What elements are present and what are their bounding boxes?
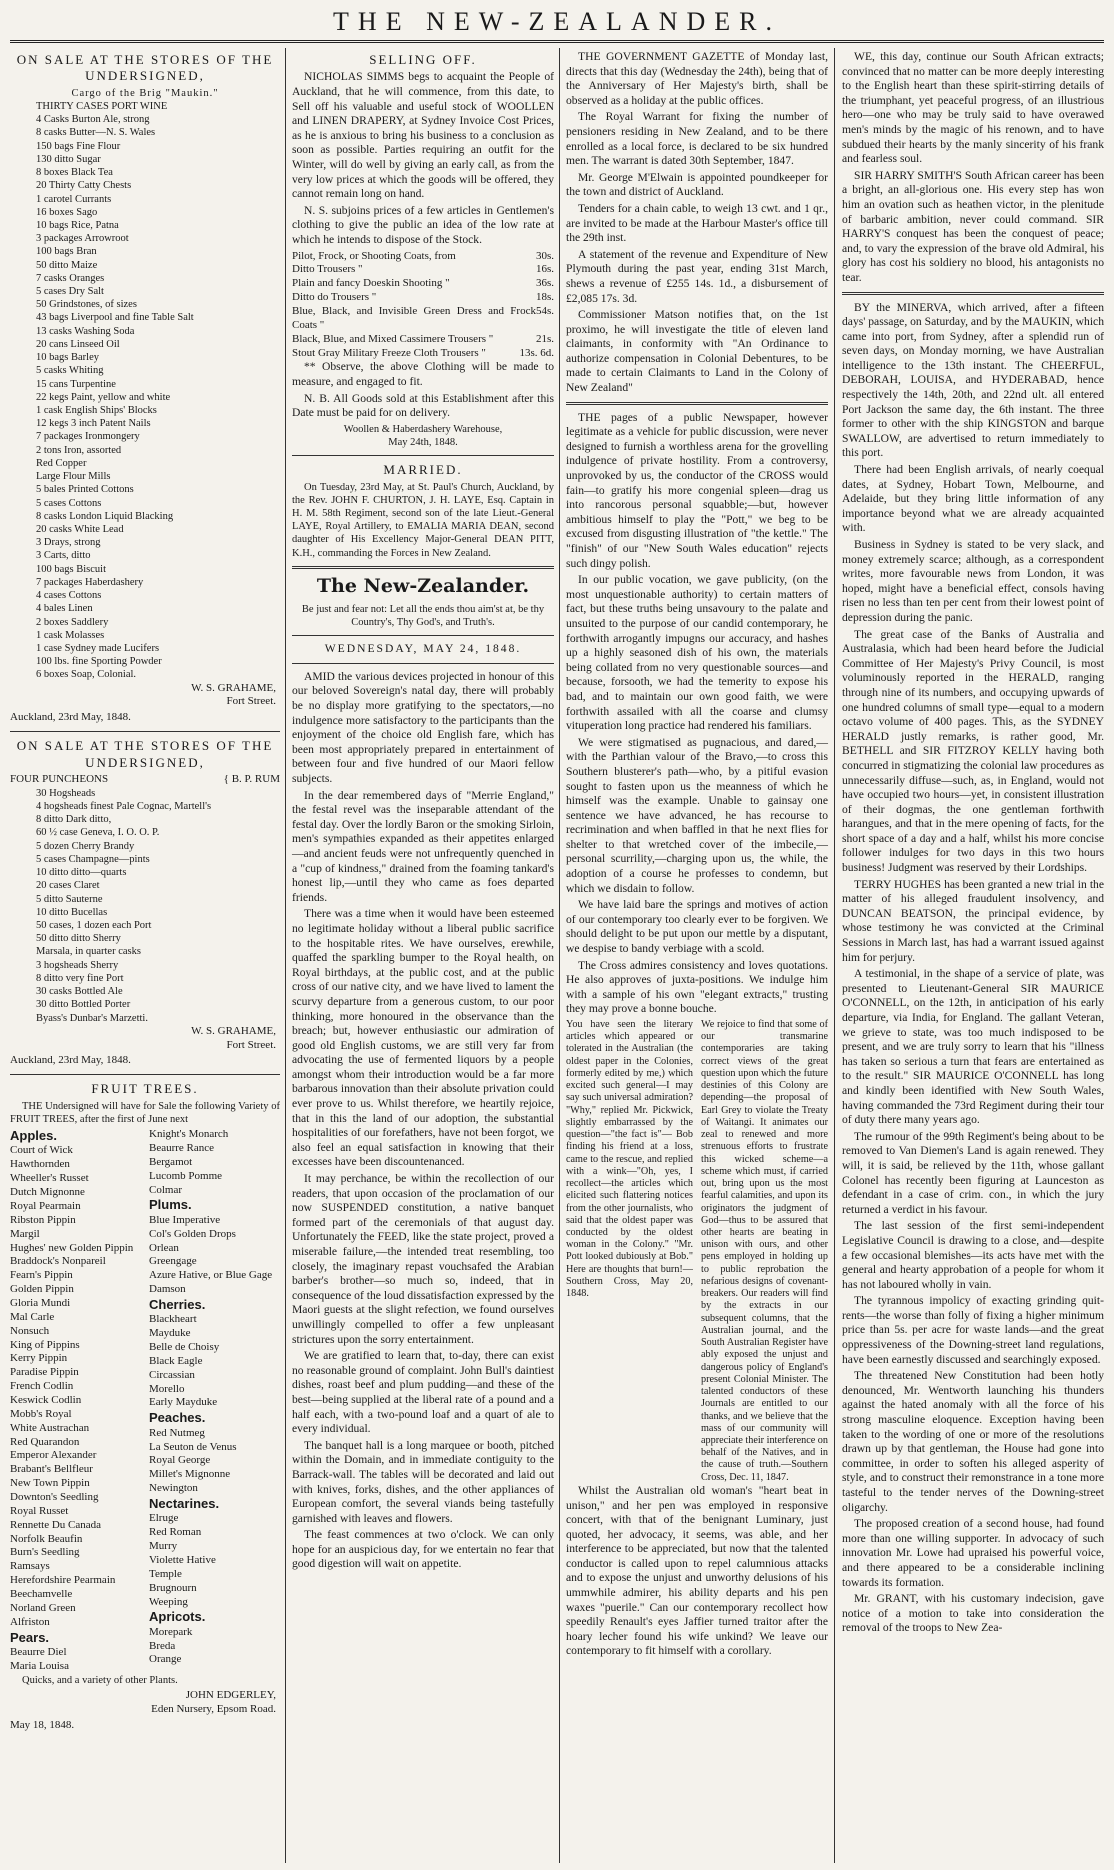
list-item: 20 cases Claret (36, 880, 100, 892)
apple-variety: Fearn's Pippin (10, 1269, 73, 1282)
list-item: 5 cases Dry Salt (36, 286, 104, 298)
list-item: 2 boxes Saddlery (36, 616, 109, 628)
column-2 (288, 50, 558, 1865)
cherry-variety: Early Mayduke (149, 1396, 218, 1409)
column-rule (285, 48, 286, 1863)
paragraph: The tyrannous impolicy of exacting grinding quit-rents—the worse than folly of fixing a higher minimum price than 5s. per acre for waste lands—and the great oppressiveness of the Downing-street land regulations, have been earnestly discussed and searchingly exposed. (842, 1294, 1104, 1366)
paragraph: The threatened New Constitution had been hotly denounced, Mr. Wentworth launching his thunders against the hated anomaly with all the force of his strong masculine eloquence. Exception having been taken to the wording of one or more of the resolutions drawn up by that gentleman, the House had gone into committee, in order to soften his alleged asperity of style, and to construct their remonstrance in a tone more tasteful to the tender nerves of the Downing-street oligarchy. (842, 1369, 1104, 1514)
apple-variety: Red Quarandon (10, 1435, 80, 1448)
price-list (292, 250, 554, 361)
list-item: Marsala, in quarter casks (36, 946, 141, 958)
price-value: 13s. 6d. (519, 346, 554, 359)
price-row (292, 277, 554, 291)
price-row (292, 263, 554, 277)
apple-variety: Emperor Alexander (10, 1449, 97, 1462)
paragraph: Business in Sydney is stated to be very slack, and money extremely scarce; although, as a correspondent writes, more favourable news from London, it was hoped, might have a beneficial effect, consols having risen no less than ten per cent from their lowest point of depression during the panic. (842, 538, 1104, 624)
column-1 (6, 50, 284, 1865)
nectarine-variety: Murry (149, 1540, 178, 1553)
column-rule (834, 48, 835, 1863)
list-item: 20 casks White Lead (36, 523, 124, 535)
list-item: 12 kegs 3 inch Patent Nails (36, 418, 151, 430)
plums-list (149, 1214, 280, 1297)
column-rule (559, 48, 560, 1863)
apple-variety: Keswick Codlin (10, 1393, 82, 1406)
list-item: 1 cask Molasses (36, 629, 105, 641)
list-item: 6 boxes Soap, Colonial. (36, 669, 137, 681)
list-item: 15 cans Turpentine (36, 378, 116, 390)
apple-variety: Gloria Mundi (10, 1296, 71, 1309)
price-item: Plain and fancy Doeskin Shooting " (292, 277, 450, 290)
list-item: 50 ditto ditto Sherry (36, 933, 121, 945)
ad1-signature: W. S. GRAHAME, (191, 681, 276, 694)
pear-variety: Lucomb Pomme (149, 1169, 223, 1182)
nectarines-heading: Nectarines. (149, 1496, 220, 1511)
apricot-variety: Orange (149, 1653, 182, 1666)
list-item: 4 Casks Burton Ale, strong (36, 114, 150, 126)
sell-signature: Woollen & Haberdashery Warehouse, (343, 423, 503, 435)
cherry-variety: Black Eagle (149, 1354, 203, 1367)
price-row (292, 347, 554, 361)
ad3-signature: JOHN EDGERLEY, (185, 1688, 276, 1701)
ad1-address: Fort Street. (226, 695, 276, 708)
price-item: Pilot, Frock, or Shooting Coats, from (292, 249, 456, 262)
list-item: 3 Drays, strong (36, 537, 101, 549)
list-item: 13 casks Washing Soda (36, 325, 135, 337)
sell-date: May 24th, 1848. (388, 436, 458, 448)
apple-variety: Golden Pippin (10, 1283, 74, 1296)
apple-variety: French Codlin (10, 1380, 74, 1393)
list-item: 100 lbs. fine Sporting Powder (36, 656, 162, 668)
cherries-heading: Cherries. (149, 1296, 206, 1312)
masthead (0, 0, 1114, 44)
peaches-heading: Peaches. (149, 1410, 206, 1426)
peaches-list (149, 1427, 280, 1496)
ad3-date: May 18, 1848. (10, 1718, 75, 1731)
paragraph: THE pages of a public Newspaper, however legitimate as a vehicle for public discussion, were never designed to furnish a worthless arena for the grovelling indulgence of private hostility. From a controversy, unprovoked by us, the conductor of the CROSS would fain—to gratify his more congenial spleen—drag us into rancorous personal squabble;—but, however ambitious himself to play the "Pott," we beg to be excused from disgusting illustration of "the kettle." The "finish" of our "New South Wales education" rejects such dingy polish. (566, 410, 828, 570)
cherry-variety: Mayduke (149, 1327, 191, 1340)
apples-heading: Apples. (10, 1128, 57, 1144)
plums-heading: Plums. (149, 1197, 192, 1213)
plum-variety: Damson (149, 1283, 186, 1296)
paragraph: We are gratified to learn that, to-day, there can exist no reasonable ground of complaint. John Bull's daintiest dishes, roast beef and plum pudding—and these of the best—being supplied at the liberal rate of a pound and a half each, with a two-pound loaf and a quart of ale to every individual. (292, 1349, 554, 1436)
apple-variety: Mal Carle (10, 1310, 55, 1323)
paragraph: WE, this day, continue our South African extracts; convinced that no matter can be more deeply interesting to the English heart than these spirit-stirring details of the triumphant, yet peaceful progress, of an illustrious hero—one who may be truly said to have overawed men's minds by the magic of his renown, and to have subdued their hearts by the manly sincerity of his frank and fearless soul. (842, 50, 1104, 166)
list-item: 10 ditto Bucellas (36, 906, 108, 918)
cherry-variety: Blackheart (149, 1313, 197, 1326)
divider (292, 455, 554, 456)
news-notes (566, 50, 828, 396)
paragraph: SIR HARRY SMITH'S South African career has been a bright, an all-glorious one. His every step has won him an ovation such as heathen victor, in the plenitude of barbaric ambition, never could command. SIR HARRY'S conquest has been the conquest of peace; and, to vary the expression of the brave old Admiral, his glory has cost his soldiery no blood, his antagonists no tear. (842, 168, 1104, 284)
pear-variety: Beaurre Diel (10, 1645, 67, 1658)
peach-variety: La Seuton de Venus (149, 1440, 237, 1453)
apple-variety: Mobb's Royal (10, 1407, 72, 1420)
peach-variety: Newington (149, 1482, 198, 1495)
ad1-items (10, 100, 280, 682)
paragraph: There had been English arrivals, of nearly coequal dates, at Sydney, Hobart Town, Melbourne, and Adelaide, but they bring little information of any importance beyond what we are already acquainted with. (842, 463, 1104, 535)
nectarine-variety: Violette Hative (149, 1553, 216, 1566)
list-item: 30 Hogsheads (36, 787, 96, 799)
ad2-date: Auckland, 23rd May, 1848. (10, 1054, 131, 1067)
apple-variety: White Austrachan (10, 1421, 90, 1434)
apple-variety: Norfolk Beaufin (10, 1532, 83, 1545)
masthead-title: THE NEW-ZEALANDER. (333, 7, 781, 36)
fruit-col-left (10, 1128, 141, 1674)
apricots-list (149, 1626, 280, 1668)
nectarine-variety: Temple (149, 1567, 182, 1580)
paragraph: The Royal Warrant for fixing the number of pensioners residing in New Zealand, and to be there enrolled as a local force, is declared to be six hundred men. The warrant is dated 30th September, 1847. (566, 110, 828, 168)
list-item: 130 ditto Sugar (36, 153, 101, 165)
list-item: 50 ditto Maize (36, 259, 98, 271)
list-item: Byass's Dunbar's Marzetti. (36, 1012, 148, 1024)
list-item: 4 bales Linen (36, 603, 93, 615)
list-item: THIRTY CASES PORT WINE (36, 100, 168, 112)
list-item: 7 packages Ironmongery (36, 431, 140, 443)
divider (842, 292, 1104, 295)
pear-variety: Maria Louisa (10, 1659, 69, 1672)
married-text: On Tuesday, 23rd May, at St. Paul's Church, Auckland, by the Rev. JOHN F. CHURTON, J. H. LAYE, Esq. Captain in H. M. 58th Regiment, second son of the late Lieut.-General LAYE, Royal Artillery, to EMALIA MARIA DEAN, second daughter of His Excellency Major-General DEAN PITT, K.H., commanding the Forces in New Zealand. (292, 481, 554, 559)
peach-variety: Royal George (149, 1454, 211, 1467)
list-item: 100 bags Biscuit (36, 563, 106, 575)
sell-para: N. B. All Goods sold at this Establishment after this Date must be paid for on delivery. (292, 391, 554, 420)
paragraph: The rumour of the 99th Regiment's being about to be removed to Van Diemen's Land is again renewed. They will, it is said, be relieved by the 11th, whose gallant Colonel has recently been figuring at Launceston as defendant in a case of crim. con., in which the jury returned a verdict in his favour. (842, 1129, 1104, 1216)
quotation-left: You have seen the literary articles which appeared or tolerated in the Australian (the oldest paper in the Colonies, formerly edited by me,) which excited such general—I may say such universal admiration? "Why," replied Mr. Pickwick, slightly embarrassed by the question—"the fact is"— Bob finding his friend at a loss, came to the rescue, and replied with a wink—"Oh, yes, I recollect—the articles which elicited such flattering notices from the other journalists, who said that the oldest paper was conducted by the oldest woman in the Colony." "Mr. Pott looked dubiously at Bob." Here are thoughts that burn!—Southern Cross, May 20, 1848. (566, 1019, 693, 1300)
divider (292, 566, 554, 569)
apple-variety: Brabant's Bellfleur (10, 1463, 93, 1476)
paragraph: THE GOVERNMENT GAZETTE of Monday last, directs that this day (Wednesday the 24th), being that of the Anniversary of Her Majesty's birth, shall be observed as a holiday at the public offices. (566, 50, 828, 107)
list-item: 50 Grindstones, of sizes (36, 299, 137, 311)
ad1-heading: ON SALE AT THE STORES OF THE UNDERSIGNED, (16, 52, 274, 84)
peach-variety: Red Nutmeg (149, 1426, 205, 1439)
paragraph: We were stigmatised as pugnacious, and dared,—with the Parthian valour of the Bravo,—to cross this Southern blusterer's path—who, by a pitiful evasion sought to fasten upon us the meanness of which he himself was the example. Unable to gainsay one sentence we have advanced, he has recourse to recrimination and when baffled in that he next flies for shelter to that wretched cover of the imbecile,—personal scurrility,—charging upon us, the while, the adoption of a course he professes to condemn, but which we disdain to follow. (566, 735, 828, 895)
apple-variety: Rennette Du Canada (10, 1518, 102, 1531)
plum-variety: Greengage (149, 1255, 197, 1268)
list-item: 16 boxes Sago (36, 206, 98, 218)
price-item: Ditto do Trousers " (292, 291, 377, 304)
ad2-lead-brand: { B. P. RUM (223, 772, 280, 785)
section-masthead: The New-Zealander. (316, 574, 530, 597)
list-item: 8 ditto Dark ditto, (36, 814, 112, 826)
list-item: 50 cases, 1 dozen each Port (36, 919, 152, 931)
nectarine-variety: Weeping (149, 1595, 188, 1608)
list-item: 5 cases Champagne—pints (36, 853, 150, 865)
divider (10, 1074, 280, 1075)
apricot-variety: Breda (149, 1639, 176, 1652)
list-item: 7 casks Oranges (36, 272, 105, 284)
price-row (292, 333, 554, 347)
pears-list (10, 1646, 141, 1674)
pear-variety: Colmar (149, 1183, 182, 1196)
paragraph: The last session of the first semi-independent Legislative Council is drawing to a close, and—despite a few occasional blemishes—its acts have met with the general and hearty approbation of a people for whom it has not laboured wholly in vain. (842, 1219, 1104, 1291)
list-item: 8 casks London Liquid Blacking (36, 510, 174, 522)
plum-variety: Col's Golden Drops (149, 1227, 236, 1240)
fruit-col-right (149, 1128, 280, 1674)
paragraph: A testimonial, in the shape of a service of plate, was presented to Lieutenant-General SIR MAURICE O'CONNELL, on the 12th, in anticipation of his early departure, via India, for England. The gallant Veteran, we grieve to state, was too much indisposed to be present, and we are truly sorry to learn that his "illness has taken so serious a turn that fears are entertained as to the result." SIR MAURICE O'CONNELL has long and kindly been identified with New South Wales, having commanded the 73rd Regiment during their tour of duty there many years ago. (842, 967, 1104, 1127)
married-heading: MARRIED. (383, 462, 463, 478)
ad2-lead-text: FOUR PUNCHEONS (10, 772, 109, 785)
ad2-heading: ON SALE AT THE STORES OF THE UNDERSIGNED, (16, 738, 274, 770)
price-item: Black, Blue, and Mixed Cassimere Trousers " (292, 332, 494, 345)
divider (566, 402, 828, 405)
paragraph: Commissioner Matson notifies that, on the 1st proximo, he will investigate the title of eleven land claimants, in conformity with "An Ordinance to authorize compensation in Colonial Debentures, to be made to certain Claimants to Land in the Colony of New Zealand" (566, 308, 828, 395)
list-item: 10 ditto ditto—quarts (36, 867, 127, 879)
nectarine-variety: Red Roman (149, 1526, 202, 1539)
pear-variety: Knight's Monarch (149, 1128, 229, 1141)
list-item: 3 hogsheads Sherry (36, 959, 119, 971)
ad2-address: Fort Street. (226, 1038, 276, 1051)
apple-variety: Burn's Seedling (10, 1546, 80, 1559)
dateline: WEDNESDAY, MAY 24, 1848. (324, 642, 522, 656)
price-row (292, 305, 554, 333)
paragraph: The feast commences at two o'clock. We can only hope for an auspicious day, for we entertain no fear that good digestion will wait on appetite. (292, 1528, 554, 1571)
list-item: Red Copper (36, 457, 87, 469)
apple-variety: Wheeller's Russet (10, 1172, 89, 1185)
ad3-address: Eden Nursery, Epsom Road. (151, 1702, 276, 1715)
divider (292, 663, 554, 664)
price-value: 21s. (535, 332, 554, 345)
price-value: 36s. (535, 277, 554, 290)
apricot-variety: Morepark (149, 1625, 193, 1638)
list-item: 60 ½ case Geneva, I. O. O. P. (36, 827, 160, 839)
divider (292, 635, 554, 636)
apple-variety: Hughes' new Golden Pippin (10, 1241, 134, 1254)
apple-variety: Paradise Pippin (10, 1366, 79, 1379)
price-item: Stout Gray Military Freeze Cloth Trousers " (292, 346, 486, 359)
list-item: Large Flour Mills (36, 471, 111, 483)
paragraph: In the dear remembered days of "Merrie England," the festal revel was the inseparable attendant of the festal day. Over the lordly Baron or the smoking Sirloin, men's sympathies expanded as their appetites enlarged—and ancient feuds were not unfrequently quenched in a "cup of kindness," drained from the foaming tankard's honest lip,—until they who came as foes departed friends. (292, 788, 554, 904)
list-item: 1 case Sydney made Lucifers (36, 642, 160, 654)
paragraph: The Cross admires consistency and loves quotations. He also approves of juxta-positions. We indulge him with a sample of his own "elegant extracts," trusting they may prove a bonne bouche. (566, 958, 828, 1016)
cherry-variety: Belle de Choisy (149, 1341, 220, 1354)
paragraph: It may perchance, be within the recollection of our readers, that upon occasion of the proclamation of our now SUSPENDED constitution, a native banquet formed part of the ceremonials of that august day. Unfortunately the FEED, like the state project, proved a miserable failure,—the intended treat resembling, too closely, the imaginary repast vouchsafed the Arabian barber's brother—so much so, indeed, that in consequence of the loud dissatisfaction expressed by the Maori guests at the slight refection, we found ourselves unwillingly compelled to offer a few unpleasant strictures upon the sorry entertainment. (292, 1172, 554, 1346)
price-item: Ditto Trousers " (292, 263, 363, 276)
ad2-items (10, 787, 280, 1025)
price-value: 30s. (535, 249, 554, 262)
list-item: 4 cases Cottons (36, 590, 102, 602)
paragraph: Mr. George M'Elwain is appointed poundkeeper for the town and district of Auckland. (566, 170, 828, 199)
paragraph: Whilst the Australian old woman's "heart beat in unison," and her pen was employed in responsive concert, with that of the benignant Luminary, just quoted, her advocacy, it seems, was able, and her interference to be appreciated, but now that the talented conductor is called upon to repel calumnious attacks and to expose the unjust and unworthy delusions of his ummwhile admirer, his ability departs and his pen waxes "puerile." Can our contemporary recollect how speedily Renault's eyes Jaffier turned traitor after the hoary lecher found his wife unkind? We leave our contemporary to fit himself with a corollary. (566, 1483, 828, 1658)
list-item: 10 bags Rice, Patna (36, 219, 119, 231)
list-item: 20 cans Linseed Oil (36, 338, 120, 350)
cherry-variety: Morello (149, 1382, 185, 1395)
ad3-heading: FRUIT TREES. (91, 1081, 199, 1097)
paragraph: AMID the various devices projected in honour of this our beloved Sovereign's natal day, there will probably be no display more gratifying to the spectators,—no indulgence more satisfactory to the participants than the enjoyment of the choice old English fare, which has been most appropriately prepared in entertainment of between four and five hundred of our Maori fellow subjects. (292, 669, 554, 785)
editorial (292, 670, 554, 1572)
quotation-right: We rejoice to find that some of our transmarine contemporaries are taking correct views of the great question upon which the future destinies of this Colony are depending—the proposal of Earl Grey to violate the Treaty of Waitangi. It animates our zeal to renewed and more strenuous efforts to frustrate this wicked scheme—a scheme which must, if carried out, bring upon us the most fearful calamities, and upon its originators the judgment of God—thus to be assured that other hearts are beating in unison with ours, and other pens employed in holding up to public reprobation the nefarious designs of covenant-breakers. Our readers will find by the extracts in our subsequent columns, that the Australian journal, and the South Australian Register have ably exposed the unjust and dangerous policy of England's present Colonial Minister. The talented conductors of these Journals are entitled to our thanks, and we believe that the mass of our community will appreciate their interference on behalf of the Natives, and in the cause of truth.—Southern Cross, Dec. 11, 1847. (701, 1019, 828, 1483)
quotations (566, 1019, 828, 1484)
paragraph: The great case of the Banks of Australia and Australasia, which had been heard before the Judicial Committee of Her Majesty's Privy Council, is most voluminously reported in the HERALD, ranging through nine of its numbers, and occupying upwards of one hundred columns of small type—equal to a modern octavo volume of 400 pages. This, as the SYDNEY HERALD justly remarks, is rather good, Mr. BETHELL and SIR FITZROY KELLY having both concurred in stigmatizing the colonial law procedures as unnecessarily diffuse—such, as, in England, would not have occupied two hours—yet, in consistent illustration of their dogmas, the one gentleman forthwith harangues, and that in the mere opening of facts, for the short space of a day and a half, whilst his more concise follower indulges for two days in this two hours business! Judgment was reserved by their Lordships. (842, 627, 1104, 875)
paragraph: BY the MINERVA, which arrived, after a fifteen days' passage, on Saturday, and by the MAUKIN, which came into port, from Sydney, after a splendid run of seven days, on Monday morning, we have Australian intelligence to the 13th instant. The CHEERFUL, DEBORAH, LOUISA, and HYDERABAD, hence respectively the 14th, 20th, and 22nd ult. all entered Port Jackson the same day, the 6th instant. The three former to other with the ship KINGSTON and barque SWALLOW, are advertised to return immediately to this port. (842, 300, 1104, 460)
apple-variety: Alfriston (10, 1615, 50, 1628)
list-item: 30 ditto Bottled Porter (36, 999, 131, 1011)
list-item: 150 bags Fine Flour (36, 140, 121, 152)
paragraph: The banquet hall is a long marquee or booth, pitched within the Domain, and in immediate contiguity to the Barrack-wall. The tables will be decorated and laid out with knives, forks, dishes, and the other appliances of European comfort, the several viands being tastefully garnished with leaves and flowers. (292, 1438, 554, 1525)
column-3 (562, 50, 832, 1865)
column-4 (838, 50, 1108, 1865)
apple-variety: Norland Green (10, 1601, 76, 1614)
list-item: 10 bags Barley (36, 352, 99, 364)
plum-variety: Orlean (149, 1241, 179, 1254)
apple-variety: Dutch Mignonne (10, 1186, 85, 1199)
list-item: 5 dozen Cherry Brandy (36, 840, 135, 852)
paragraph: Mr. GRANT, with his customary indecision, gave notice of a motion to take into consideration the removal of the troops to New Zea- (842, 1592, 1104, 1635)
nectarine-variety: Elruge (149, 1512, 179, 1525)
paragraph: There was a time when it would have been esteemed no legitimate holiday without a liberal public sacrifice to the hospitable rites. We have ourselves, erewhile, quaffed the sparkling bumper to the Royal health, on Royal birthdays, at the public cost, and at the public cross of our native city, and we have lived to lament the scurvy departure from a generous custom, to our poor thinking, more honoured in the observance than the breach; but, however enthusiastic our admiration of good old English customs, we are still very far from advocating the use of fermented liquors by a people amongst whom their introduction would be a far more barbarous innovation than their absolute privation could ever prove to us. Whilst therefore, we heartily rejoice, that in this the land of our adoption, the substantial hospitalities of our forefathers, have not been forgot, we also feel an equal satisfaction in knowing that their excesses have been discountenanced. (292, 907, 554, 1169)
price-row (292, 250, 554, 264)
list-item: 30 casks Bottled Ale (36, 986, 123, 998)
paragraph: In our public vocation, we gave publicity, (on the most unquestionable authority) to certain matters of fact, but these truths being unsavoury to the palate and unsuited to the purpose of our candid contemporary, he forthwith arrogantly impugns our accuracy, and hashes up a highly seasoned dish of his own, the materials being collated from no very questionable sources—and because, forsooth, we had the temerity to expose his bad, and to maintain our own good faith, we were forthwith assailed with all the coarse and clumsy vituperation long practice had rendered his familiars. (566, 573, 828, 733)
plum-variety: Azure Hative, or Blue Gage (149, 1269, 273, 1282)
sell-para: NICHOLAS SIMMS begs to acquaint the People of Auckland, that he will commence, from this date, to Sell off his valuable and useful stock of WOOLLEN and LINEN DRAPERY, at Sydney Invoice Cost Prices, as he is anxious to bring his business to a conclusion as soon as possible. Parties requiring an outfit for the Winter, will do well by giving an early call, as from the very low prices at which the goods will be offered, they cannot remain long on hand. (292, 70, 554, 201)
list-item: 4 hogsheads finest Pale Cognac, Martell's (36, 801, 212, 812)
pear-variety: Bergamot (149, 1155, 193, 1168)
pears-continued-list (149, 1128, 280, 1197)
ad1-date: Auckland, 23rd May, 1848. (10, 711, 131, 724)
apple-variety: Beechamvelle (10, 1587, 73, 1600)
apple-variety: Margil (10, 1227, 40, 1240)
cherries-list (149, 1313, 280, 1410)
list-item: 8 boxes Black Tea (36, 167, 113, 179)
price-value: 16s. (535, 263, 554, 276)
list-item: 5 casks Whiting (36, 365, 104, 377)
price-row (292, 291, 554, 305)
australian-intelligence (842, 301, 1104, 1636)
editorial-end (566, 1484, 828, 1659)
motto: Be just and fear not: Let all the ends thou aim'st at, be thy Country's, Thy God's, and Truth's. (301, 603, 545, 629)
sell-heading: SELLING OFF. (369, 52, 477, 67)
apple-variety: Court of Wick (10, 1144, 73, 1157)
divider (10, 731, 280, 732)
pear-variety: Beaurre Rance (149, 1141, 215, 1154)
apple-variety: Hawthornden (10, 1158, 70, 1171)
list-item: 5 ditto Sauterne (36, 893, 103, 905)
apple-variety: Downton's Seedling (10, 1490, 99, 1503)
ad3-intro: THE Undersigned will have for Sale the following Variety of FRUIT TREES, after the first of June next (10, 1100, 280, 1125)
ad3-closing: Quicks, and a variety of other Plants. (22, 1674, 178, 1686)
apple-variety: Braddock's Nonpareil (10, 1255, 106, 1268)
list-item: 20 Thirty Catty Chests (36, 180, 132, 192)
list-item: 3 packages Arrowroot (36, 233, 129, 245)
apple-variety: Ribston Pippin (10, 1213, 76, 1226)
masthead-rule (10, 40, 1104, 43)
apple-variety: New Town Pippin (10, 1477, 90, 1490)
paragraph: Tenders for a chain cable, to weigh 13 cwt. and 1 qr., are invited to be made at the Harbour Master's office till the 29th inst. (566, 201, 828, 245)
list-item: 1 carotel Currants (36, 193, 112, 205)
ad1-sub: Cargo of the Brig "Maukin." (71, 87, 219, 99)
list-item: 2 tons Iron, assorted (36, 444, 122, 456)
nectarines-list (149, 1512, 280, 1609)
sell-para: N. S. subjoins prices of a few articles in Gentlemen's clothing to give the public an idea of the low rate at which he intends to dispose of the Stock. (292, 203, 554, 246)
pears-heading: Pears. (10, 1629, 50, 1645)
list-item: 43 bags Liverpool and fine Table Salt (36, 312, 194, 324)
apple-variety: Ramsays (10, 1560, 50, 1573)
list-item: 5 cases Cottons (36, 497, 102, 509)
list-item: 5 bales Printed Cottons (36, 484, 134, 496)
cherry-variety: Circassian (149, 1368, 195, 1381)
apple-variety: Kerry Pippin (10, 1352, 68, 1365)
list-item: 100 bags Bran (36, 246, 97, 258)
ad2-signature: W. S. GRAHAME, (191, 1024, 276, 1037)
peach-variety: Millet's Mignonne (149, 1468, 231, 1481)
list-item: 3 Carts, ditto (36, 550, 91, 562)
editorial-reply (566, 411, 828, 1017)
apple-variety: Royal Russet (10, 1504, 69, 1517)
list-item: 22 kegs Paint, yellow and white (36, 391, 171, 403)
apple-variety: Nonsuch (10, 1324, 50, 1337)
apples-list (10, 1144, 141, 1629)
apple-variety: Herefordshire Pearmain (10, 1574, 116, 1587)
list-item: 8 casks Butter—N. S. Wales (36, 127, 156, 139)
paragraph: A statement of the revenue and Expenditure of New Plymouth during the past year, ending 31st March, shews a revenue of £255 14s. 1d., a disbursement of £2,085 17s. 3d. (566, 247, 828, 305)
plum-variety: Blue Imperative (149, 1213, 221, 1226)
apple-variety: King of Pippins (10, 1338, 80, 1351)
paragraph: We have laid bare the springs and motives of action of our contemporary too clearly ever to be forgiven. We should delight to be put upon our mettle by a disputant, we despise to bandy verbiage with a scold. (566, 898, 828, 956)
south-african-note (842, 50, 1104, 286)
ad2-lead (10, 773, 280, 787)
list-item: 8 ditto very fine Port (36, 972, 124, 984)
list-item: 1 cask English Ships' Blocks (36, 405, 157, 416)
price-value: 18s. (535, 291, 554, 304)
price-value: 54s. (535, 304, 554, 317)
apple-variety: Royal Pearmain (10, 1199, 81, 1212)
nectarine-variety: Brugnourn (149, 1581, 197, 1594)
apricots-heading: Apricots. (149, 1609, 206, 1625)
paragraph: TERRY HUGHES has been granted a new trial in the matter of his alleged fraudulent insolvency, and DUNCAN BEATSON, the principal evidence, by whose testimony he was convicted at the Criminal Sessions in March last, has had a warrant issued against him for perjury. (842, 877, 1104, 964)
fruit-list (10, 1128, 280, 1674)
paragraph: The proposed creation of a second house, had found more than one willing supporter. In advocacy of such innovation Mr. Lowe had upraised his powerful voice, and there appeared to be a considerable inclining towards its formation. (842, 1517, 1104, 1589)
sell-para: ** Observe, the above Clothing will be made to measure, and engaged to fit. (292, 360, 554, 388)
price-item: Blue, Black, and Invisible Green Dress and Frock Coats " (292, 304, 536, 331)
list-item: 7 packages Haberdashery (36, 576, 144, 588)
